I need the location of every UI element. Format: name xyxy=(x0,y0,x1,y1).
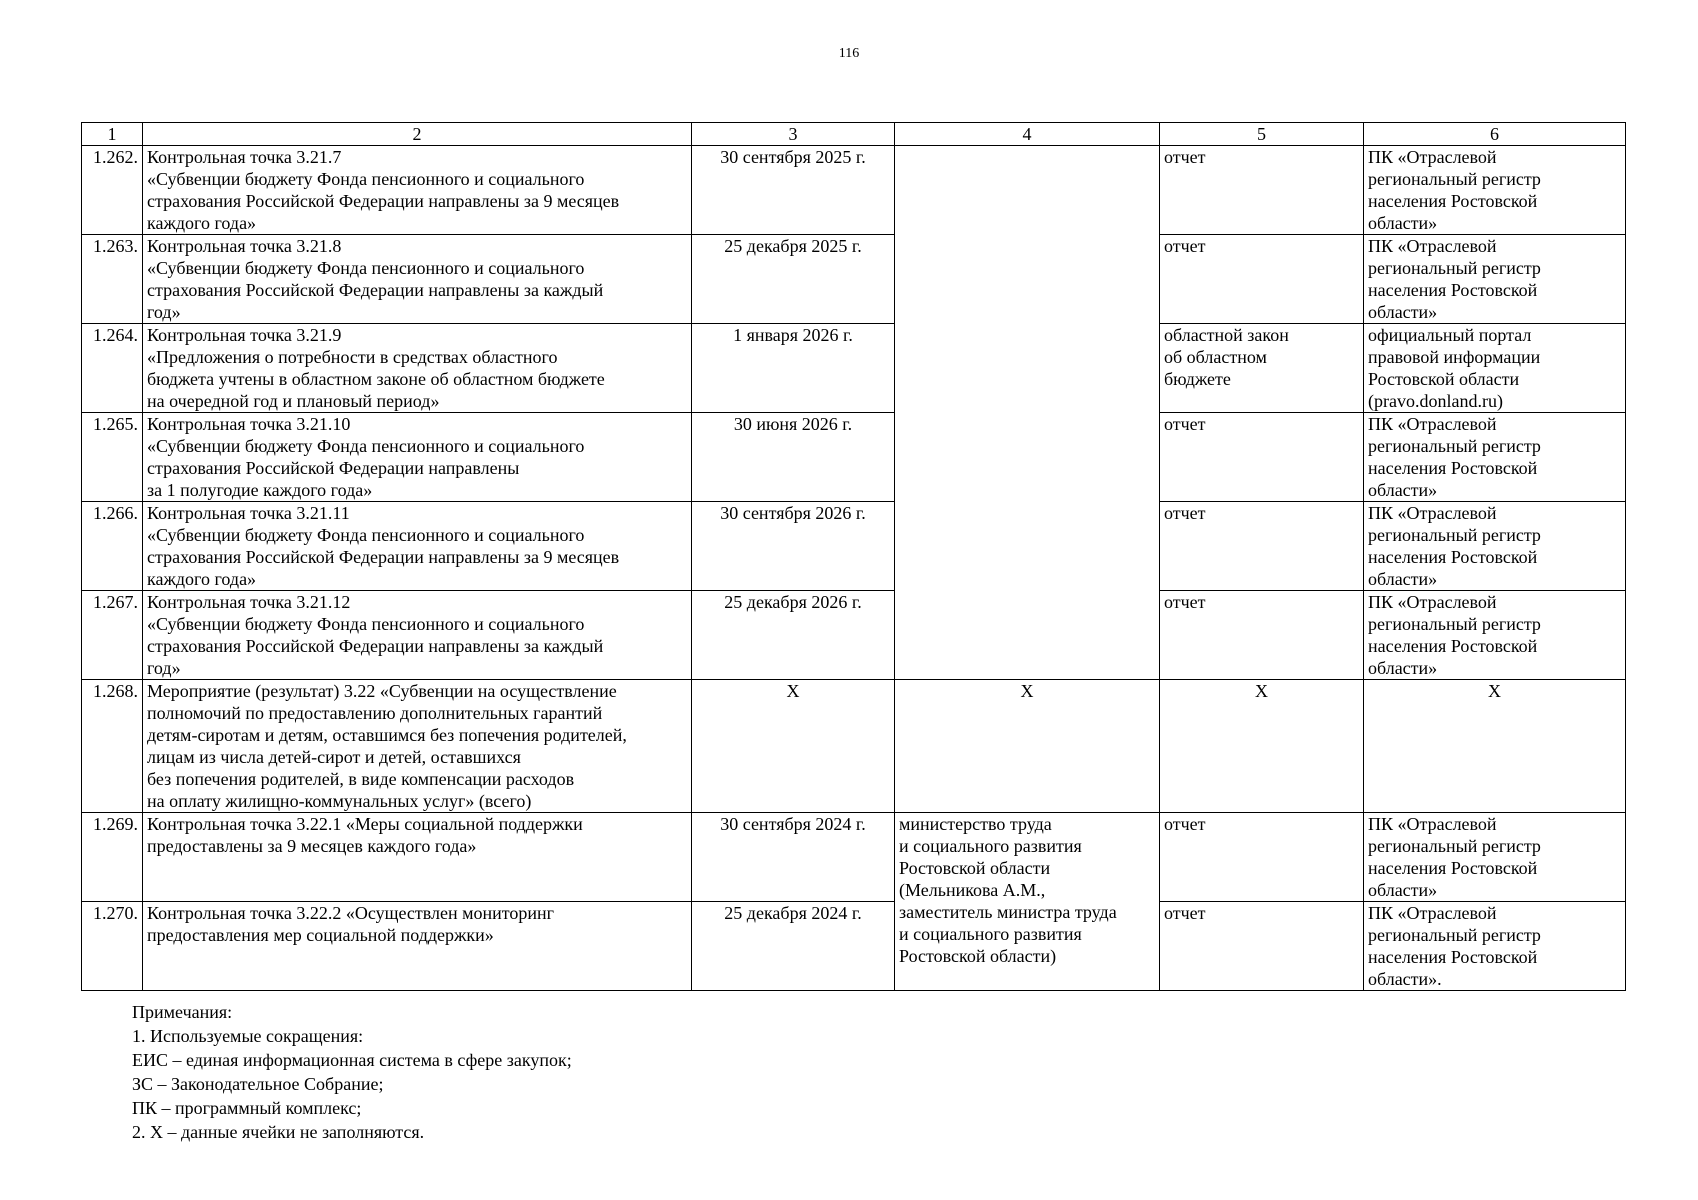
column-header: 2 xyxy=(143,123,692,146)
row-info-system xyxy=(1364,591,1626,680)
row-document xyxy=(1160,146,1364,235)
description-line: страхования Российской Федерации направлены за каждый xyxy=(147,636,604,656)
info-system-line: региональный регистр xyxy=(1368,614,1541,634)
document-line: отчет xyxy=(1164,236,1206,256)
responsible-line: и социального развития xyxy=(899,924,1082,944)
description-line: «Субвенции бюджету Фонда пенсионного и социального xyxy=(147,525,585,545)
description-line: лицам из числа детей-сирот и детей, оставшихся xyxy=(147,747,521,767)
description-line: каждого года» xyxy=(147,569,257,589)
header-row xyxy=(82,123,1626,146)
description-line: страхования Российской Федерации направлены за каждый xyxy=(147,280,604,300)
column-header: 5 xyxy=(1160,123,1364,146)
table-row xyxy=(82,502,1626,591)
responsible-line: Ростовской области xyxy=(899,858,1051,878)
info-system-line: Ростовской области xyxy=(1368,369,1520,389)
info-system-line: ПК «Отраслевой xyxy=(1368,814,1497,834)
row-number: 1.268. xyxy=(82,680,143,813)
description-line: Контрольная точка 3.22.2 «Осуществлен мониторинг xyxy=(147,903,555,923)
description-line: «Предложения о потребности в средствах областного xyxy=(147,347,558,367)
row-description xyxy=(143,146,692,235)
row-info-system xyxy=(1364,502,1626,591)
description-line: на очередной год и плановый период» xyxy=(147,391,440,411)
control-points-table xyxy=(81,122,1626,991)
row-deadline: 30 сентября 2025 г. xyxy=(692,146,895,235)
note-line: ЗС – Законодательное Собрание; xyxy=(132,1074,384,1094)
notes-block xyxy=(132,1000,572,1144)
row-info-system xyxy=(1364,324,1626,413)
row-number: 1.263. xyxy=(82,235,143,324)
description-line: страхования Российской Федерации направлены за 9 месяцев xyxy=(147,547,620,567)
description-line: «Субвенции бюджету Фонда пенсионного и социального xyxy=(147,169,585,189)
document-line: отчет xyxy=(1164,592,1206,612)
row-number: 1.262. xyxy=(82,146,143,235)
info-system-line: ПК «Отраслевой xyxy=(1368,592,1497,612)
description-line: полномочий по предоставлению дополнительных гарантий xyxy=(147,703,603,723)
row-document: Х xyxy=(1160,680,1364,813)
table-row xyxy=(82,591,1626,680)
responsible-line: (Мельникова А.М., xyxy=(899,880,1046,900)
row-description xyxy=(143,413,692,502)
info-system-line: населения Ростовской xyxy=(1368,547,1538,567)
note-line: ЕИС – единая информационная система в сфере закупок; xyxy=(132,1050,572,1070)
note-line: 2. Х – данные ячейки не заполняются. xyxy=(132,1122,425,1142)
row-number: 1.270. xyxy=(82,902,143,991)
row-deadline: 25 декабря 2024 г. xyxy=(692,902,895,991)
row-number: 1.267. xyxy=(82,591,143,680)
row-number: 1.264. xyxy=(82,324,143,413)
row-document xyxy=(1160,813,1364,902)
info-system-line: ПК «Отраслевой xyxy=(1368,414,1497,434)
table-row xyxy=(82,324,1626,413)
info-system-line: ПК «Отраслевой xyxy=(1368,503,1497,523)
responsible-line: министерство труда xyxy=(899,814,1052,834)
info-system-line: населения Ростовской xyxy=(1368,636,1538,656)
row-document xyxy=(1160,235,1364,324)
table-body xyxy=(82,123,1626,991)
table-row-measure xyxy=(82,680,1626,813)
info-system-line: области» xyxy=(1368,302,1438,322)
row-document xyxy=(1160,902,1364,991)
row-description xyxy=(143,902,692,991)
document-line: об областном xyxy=(1164,347,1267,367)
row-info-system xyxy=(1364,813,1626,902)
row-responsible xyxy=(895,813,1160,991)
row-info-system: Х xyxy=(1364,680,1626,813)
description-line: «Субвенции бюджету Фонда пенсионного и социального xyxy=(147,258,585,278)
table-row xyxy=(82,902,1626,991)
description-line: Контрольная точка 3.21.10 xyxy=(147,414,351,434)
table-row xyxy=(82,413,1626,502)
description-line: страхования Российской Федерации направлены xyxy=(147,458,520,478)
note-line: ПК – программный комплекс; xyxy=(132,1098,362,1118)
row-document xyxy=(1160,502,1364,591)
row-responsible xyxy=(895,146,1160,680)
row-description xyxy=(143,502,692,591)
info-system-line: области». xyxy=(1368,969,1442,989)
row-description xyxy=(143,235,692,324)
row-number: 1.265. xyxy=(82,413,143,502)
info-system-line: области» xyxy=(1368,569,1438,589)
column-header: 4 xyxy=(895,123,1160,146)
description-line: Контрольная точка 3.21.7 xyxy=(147,147,342,167)
row-deadline: 30 сентября 2026 г. xyxy=(692,502,895,591)
info-system-line: региональный регистр xyxy=(1368,258,1541,278)
document-line: областной закон xyxy=(1164,325,1289,345)
description-line: бюджета учтены в областном законе об областном бюджете xyxy=(147,369,605,389)
row-deadline: 25 декабря 2026 г. xyxy=(692,591,895,680)
description-line: Контрольная точка 3.21.8 xyxy=(147,236,342,256)
document-line: отчет xyxy=(1164,903,1206,923)
description-line: предоставлены за 9 месяцев каждого года» xyxy=(147,836,477,856)
description-line: детям-сиротам и детям, оставшимся без попечения родителей, xyxy=(147,725,627,745)
note-line: Примечания: xyxy=(132,1002,233,1022)
info-system-line: ПК «Отраслевой xyxy=(1368,236,1497,256)
info-system-line: ПК «Отраслевой xyxy=(1368,147,1497,167)
row-deadline: 30 сентября 2024 г. xyxy=(692,813,895,902)
row-info-system xyxy=(1364,146,1626,235)
description-line: «Субвенции бюджету Фонда пенсионного и социального xyxy=(147,436,585,456)
description-line: предоставления мер социальной поддержки» xyxy=(147,925,494,945)
info-system-line: населения Ростовской xyxy=(1368,458,1538,478)
info-system-line: региональный регистр xyxy=(1368,925,1541,945)
description-line: страхования Российской Федерации направлены за 9 месяцев xyxy=(147,191,620,211)
document-line: отчет xyxy=(1164,414,1206,434)
row-document xyxy=(1160,324,1364,413)
info-system-line: региональный регистр xyxy=(1368,169,1541,189)
responsible-line: Ростовской области) xyxy=(899,946,1057,966)
description-line: год» xyxy=(147,658,181,678)
info-system-line: населения Ростовской xyxy=(1368,191,1538,211)
description-line: Контрольная точка 3.21.9 xyxy=(147,325,342,345)
row-deadline: 30 июня 2026 г. xyxy=(692,413,895,502)
row-document xyxy=(1160,591,1364,680)
column-header: 3 xyxy=(692,123,895,146)
info-system-line: региональный регистр xyxy=(1368,525,1541,545)
document-line: бюджете xyxy=(1164,369,1231,389)
document-line: отчет xyxy=(1164,503,1206,523)
row-number: 1.269. xyxy=(82,813,143,902)
info-system-line: населения Ростовской xyxy=(1368,858,1538,878)
row-responsible: Х xyxy=(895,680,1160,813)
note-line: 1. Используемые сокращения: xyxy=(132,1026,364,1046)
responsible-line: заместитель министра труда xyxy=(899,902,1117,922)
description-line: Контрольная точка 3.22.1 «Меры социальной поддержки xyxy=(147,814,583,834)
row-description xyxy=(143,813,692,902)
responsible-line: и социального развития xyxy=(899,836,1082,856)
row-description xyxy=(143,591,692,680)
info-system-line: региональный регистр xyxy=(1368,436,1541,456)
description-line: Контрольная точка 3.21.12 xyxy=(147,592,351,612)
table-row xyxy=(82,146,1626,235)
info-system-line: населения Ростовской xyxy=(1368,280,1538,300)
row-info-system xyxy=(1364,902,1626,991)
column-header: 6 xyxy=(1364,123,1626,146)
description-line: Мероприятие (результат) 3.22 «Субвенции на осуществление xyxy=(147,681,617,701)
info-system-line: официальный портал xyxy=(1368,325,1532,345)
row-info-system xyxy=(1364,235,1626,324)
row-document xyxy=(1160,413,1364,502)
column-header: 1 xyxy=(82,123,143,146)
row-info-system xyxy=(1364,413,1626,502)
row-number: 1.266. xyxy=(82,502,143,591)
description-line: год» xyxy=(147,302,181,322)
table-row xyxy=(82,813,1626,902)
row-description xyxy=(143,680,692,813)
table-row xyxy=(82,235,1626,324)
description-line: каждого года» xyxy=(147,213,257,233)
info-system-line: (pravo.donland.ru) xyxy=(1368,391,1503,411)
document-line: отчет xyxy=(1164,814,1206,834)
row-deadline: Х xyxy=(692,680,895,813)
row-deadline: 25 декабря 2025 г. xyxy=(692,235,895,324)
description-line: за 1 полугодие каждого года» xyxy=(147,480,373,500)
row-deadline: 1 января 2026 г. xyxy=(692,324,895,413)
info-system-line: области» xyxy=(1368,880,1438,900)
description-line: без попечения родителей, в виде компенсации расходов xyxy=(147,769,575,789)
info-system-line: области» xyxy=(1368,213,1438,233)
document-line: отчет xyxy=(1164,147,1206,167)
description-line: Контрольная точка 3.21.11 xyxy=(147,503,350,523)
info-system-line: области» xyxy=(1368,480,1438,500)
info-system-line: региональный регистр xyxy=(1368,836,1541,856)
description-line: на оплату жилищно-коммунальных услуг» (всего) xyxy=(147,791,532,811)
row-description xyxy=(143,324,692,413)
info-system-line: правовой информации xyxy=(1368,347,1541,367)
info-system-line: населения Ростовской xyxy=(1368,947,1538,967)
page-number: 116 xyxy=(838,46,860,61)
info-system-line: области» xyxy=(1368,658,1438,678)
description-line: «Субвенции бюджету Фонда пенсионного и социального xyxy=(147,614,585,634)
info-system-line: ПК «Отраслевой xyxy=(1368,903,1497,923)
